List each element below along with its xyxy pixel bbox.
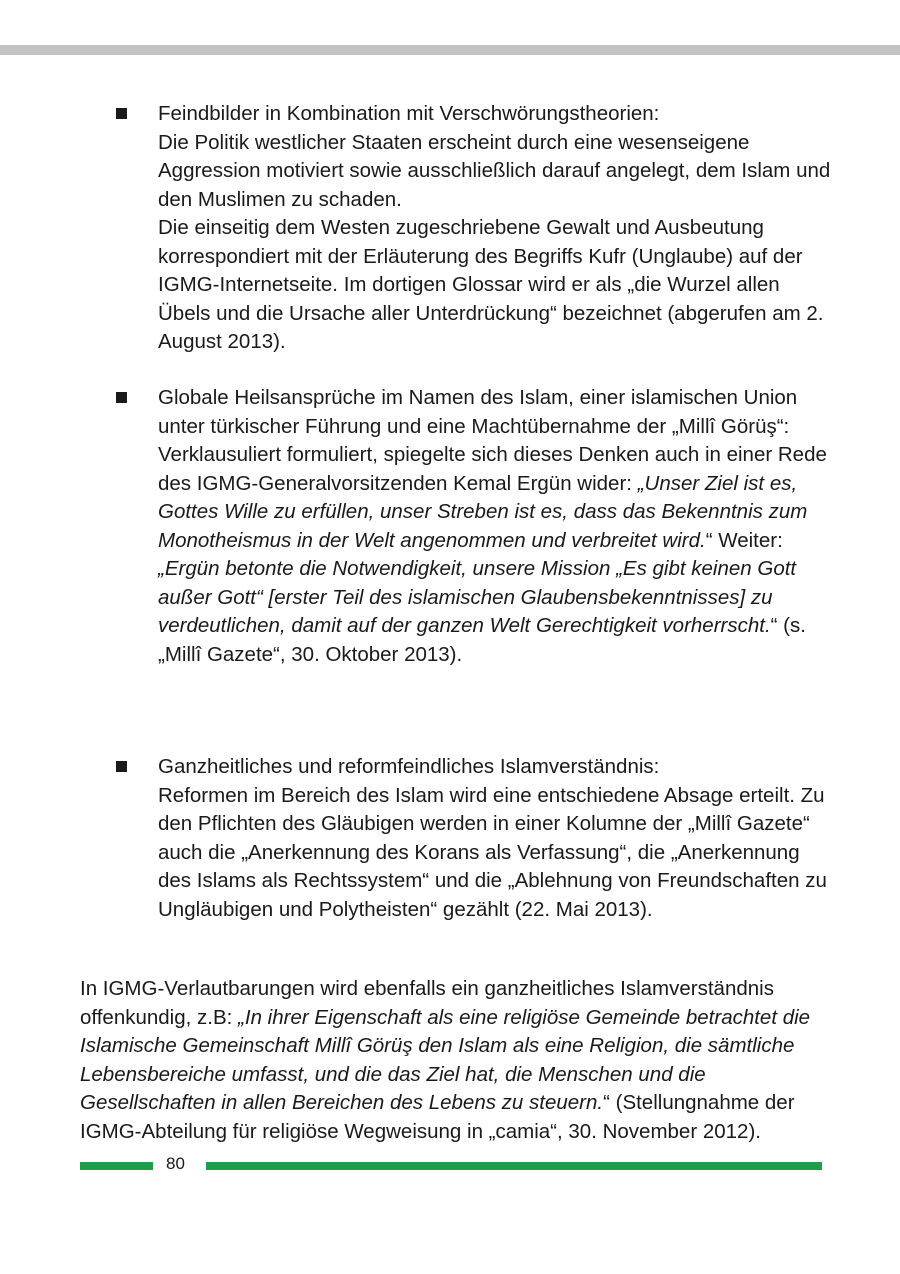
closing-text (80, 975, 828, 1146)
square-bullet-icon (116, 108, 127, 119)
bullet-body (158, 100, 836, 357)
quote-intro: Verklausuliert formuliert, spiegelte sich dieses Denken auch in einer Rede des IGMG-Generalvorsitzenden Kemal Ergün wider: (158, 443, 827, 495)
closing-paragraph (80, 975, 828, 1146)
bullet-heading: Feindbilder in Kombination mit Verschwörungstheorien: (158, 102, 660, 125)
square-bullet-icon (116, 392, 127, 403)
page-footer (80, 1152, 822, 1172)
closing-intro: In IGMG-Verlautbarungen wird ebenfalls ein ganzheitliches Islamverständnis offenkundig, z.B: (80, 977, 774, 1029)
bullet-paragraph: Reformen im Bereich des Islam wird eine entschiedene Absage erteilt. Zu den Pflichten des Gläubigen werden in einer Kolumne der „Millî Gazete“ auch die „Anerkennung des Korans als Verfassung“, die „Anerkennung des Islams als Rechtssystem“ und die „Ablehnung von Freundschaften zu Ungläubigen und Polytheisten“ gezählt (22. Mai 2013). (158, 783, 827, 921)
bullet-heading: Ganzheitliches und reformfeindliches Islamverständnis: (158, 755, 660, 778)
bullet-heading: Globale Heilsansprüche im Namen des Islam, einer islamischen Union unter türkischer Führung und eine Machtübernahme der „Millî Görüş“: (158, 386, 798, 438)
bullet-paragraph: Die einseitig dem Westen zugeschriebene Gewalt und Ausbeutung korrespondiert mit der Erläuterung des Begriffs Kufr (Unglaube) auf der IGMG-Internetseite. Im dortigen Glossar wird er als „die Wurzel allen Übels und die Ursache aller Unterdrückung“ bezeichnet (abgerufen am 2. August 2013). (158, 216, 824, 353)
quote-connector: “ Weiter: (705, 528, 783, 552)
page-number: 80 (166, 1154, 185, 1173)
bullet-body (158, 384, 836, 669)
footer-rule-right (206, 1162, 822, 1170)
bullet-body (158, 753, 836, 924)
footer-rule-left (80, 1162, 153, 1170)
bullet-paragraph (158, 441, 836, 669)
closing-quote: „In ihrer Eigenschaft als eine religiöse Gemeinde betrachtet die Islamische Gemeinschaft Millî Görüş den Islam als eine Religion, die sämtliche Lebensbereiche umfasst, und die das Ziel hat, die Menschen und die Gesellschaften in allen Bereichen des Lebens zu steuern. (80, 1005, 811, 1114)
quote-source: “ (s. „Millî Gazete“, 30. Oktober 2013). (158, 614, 806, 666)
quote-text: „Unser Ziel ist es, Gottes Wille zu erfüllen, unser Streben ist es, dass das Bekenntnis zum Monotheismus in der Welt angenommen und verbreitet wird. (158, 471, 808, 552)
bullet-paragraph: Die Politik westlicher Staaten erscheint durch eine wesenseigene Aggression motiviert sowie ausschließlich darauf angelegt, dem Islam und den Muslimen zu schaden. (158, 130, 831, 211)
square-bullet-icon (116, 761, 127, 772)
top-rule (0, 45, 900, 55)
quote-text: „Ergün betonte die Notwendigkeit, unsere Mission „Es gibt keinen Gott außer Gott“ [erster Teil des islamischen Glaubensbekenntnisses] zu verdeutlichen, damit auf der ganzen Welt Gerechtigkeit vorherrscht. (158, 557, 797, 637)
closing-source: “ (Stellungnahme der IGMG-Abteilung für religiöse Wegweisung in „camia“, 30. November 2012). (80, 1091, 795, 1143)
